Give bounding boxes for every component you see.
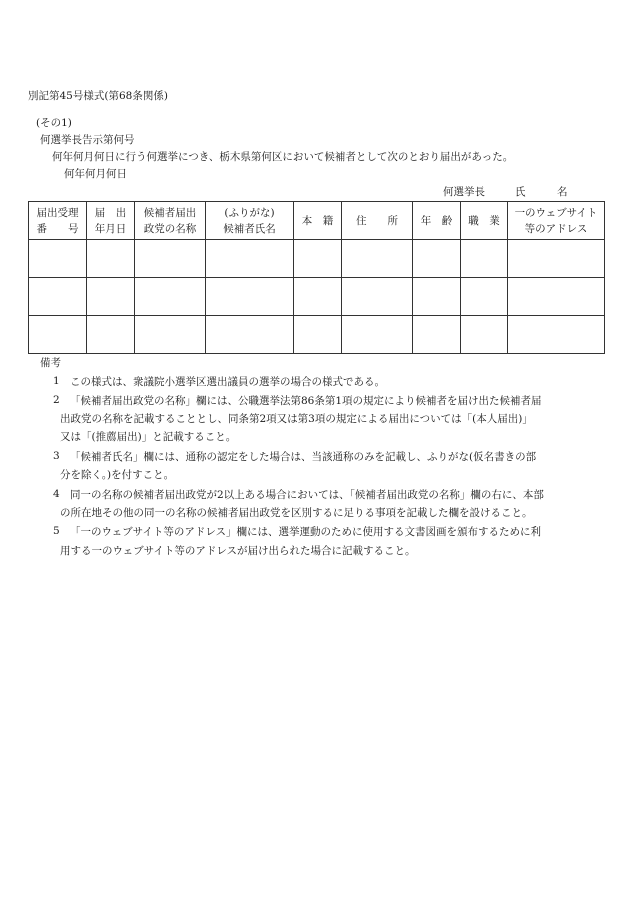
signer-title: 何選挙長 bbox=[443, 186, 485, 198]
table-cell[interactable] bbox=[461, 240, 508, 278]
table-cell[interactable] bbox=[342, 240, 413, 278]
table-cell[interactable] bbox=[294, 240, 342, 278]
table-cell[interactable] bbox=[29, 240, 87, 278]
note-number: 2 bbox=[53, 394, 60, 406]
table-cell[interactable] bbox=[508, 278, 605, 316]
part-label: (その1) bbox=[36, 117, 72, 129]
table-row bbox=[29, 240, 605, 278]
table-header-row bbox=[29, 202, 605, 240]
note-line: 用する一のウェブサイト等のアドレスが届け出られた場合に記載すること。 bbox=[60, 545, 416, 557]
column-header: 一のウェブサイト 等のアドレス bbox=[508, 202, 605, 240]
table-cell[interactable] bbox=[461, 316, 508, 354]
table-cell[interactable] bbox=[87, 240, 135, 278]
note-line: 「一のウェブサイト等のアドレス」欄には、選挙運動のために使用する文書図画を頒布するために利 bbox=[70, 526, 542, 538]
notes-heading: 備考 bbox=[40, 357, 61, 369]
table-cell[interactable] bbox=[342, 278, 413, 316]
note-line: の所在地その他の同一の名称の候補者届出政党を区別するに足りる事項を記載した欄を設けること。 bbox=[60, 507, 533, 519]
signer-name: 氏 名 bbox=[515, 186, 568, 198]
column-header: 候補者届出 政党の名称 bbox=[135, 202, 206, 240]
table-cell[interactable] bbox=[461, 278, 508, 316]
notice-title: 何選挙長告示第何号 bbox=[40, 134, 135, 146]
column-header: 職 業 bbox=[461, 202, 508, 240]
column-header: 届出受理 番 号 bbox=[29, 202, 87, 240]
column-header: 年 齢 bbox=[413, 202, 461, 240]
table-cell[interactable] bbox=[87, 278, 135, 316]
column-header: 届 出 年月日 bbox=[87, 202, 135, 240]
table-cell[interactable] bbox=[413, 278, 461, 316]
table-cell[interactable] bbox=[206, 316, 294, 354]
table-cell[interactable] bbox=[342, 316, 413, 354]
table-cell[interactable] bbox=[413, 240, 461, 278]
column-header: (ふりがな) 候補者氏名 bbox=[206, 202, 294, 240]
note-line: この様式は、衆議院小選挙区選出議員の選挙の場合の様式である。 bbox=[70, 376, 385, 388]
note-number: 3 bbox=[53, 450, 60, 462]
column-header: 住 所 bbox=[342, 202, 413, 240]
note-number: 5 bbox=[53, 525, 60, 537]
table-cell[interactable] bbox=[29, 278, 87, 316]
table-row bbox=[29, 316, 605, 354]
table-cell[interactable] bbox=[508, 240, 605, 278]
table-cell[interactable] bbox=[135, 278, 206, 316]
table-cell[interactable] bbox=[206, 278, 294, 316]
notice-date: 何年何月何日 bbox=[64, 168, 127, 180]
table-cell[interactable] bbox=[294, 316, 342, 354]
note-number: 4 bbox=[53, 488, 60, 500]
notice-body: 何年何月何日に行う何選挙につき、栃木県第何区において候補者として次のとおり届出があった。 bbox=[52, 151, 514, 163]
table-cell[interactable] bbox=[294, 278, 342, 316]
form-label: 別記第45号様式(第68条関係) bbox=[28, 90, 168, 102]
note-number: 1 bbox=[53, 375, 60, 387]
table-row bbox=[29, 278, 605, 316]
table-cell[interactable] bbox=[87, 316, 135, 354]
table-cell[interactable] bbox=[135, 316, 206, 354]
note-line: 「候補者届出政党の名称」欄には、公職選挙法第86条第1項の規定により候補者を届け出た候補者届 bbox=[70, 395, 542, 407]
table-cell[interactable] bbox=[29, 316, 87, 354]
candidate-table bbox=[28, 201, 605, 354]
note-line: 又は「(推薦届出)」と記載すること。 bbox=[60, 431, 237, 443]
column-header: 本 籍 bbox=[294, 202, 342, 240]
note-line: 同一の名称の候補者届出政党が2以上ある場合においては、「候補者届出政党の名称」欄の右に、本部 bbox=[70, 489, 544, 501]
table-cell[interactable] bbox=[206, 240, 294, 278]
table-cell[interactable] bbox=[135, 240, 206, 278]
note-line: 出政党の名称を記載することとし、同条第2項又は第3項の規定による届出については「(本人届出)」 bbox=[60, 413, 533, 425]
table-cell[interactable] bbox=[508, 316, 605, 354]
note-line: 「候補者氏名」欄には、通称の認定をした場合は、当該通称のみを記載し、ふりがな(仮名書きの部 bbox=[70, 451, 537, 463]
note-line: 分を除く。)を付すこと。 bbox=[60, 469, 175, 481]
table-cell[interactable] bbox=[413, 316, 461, 354]
